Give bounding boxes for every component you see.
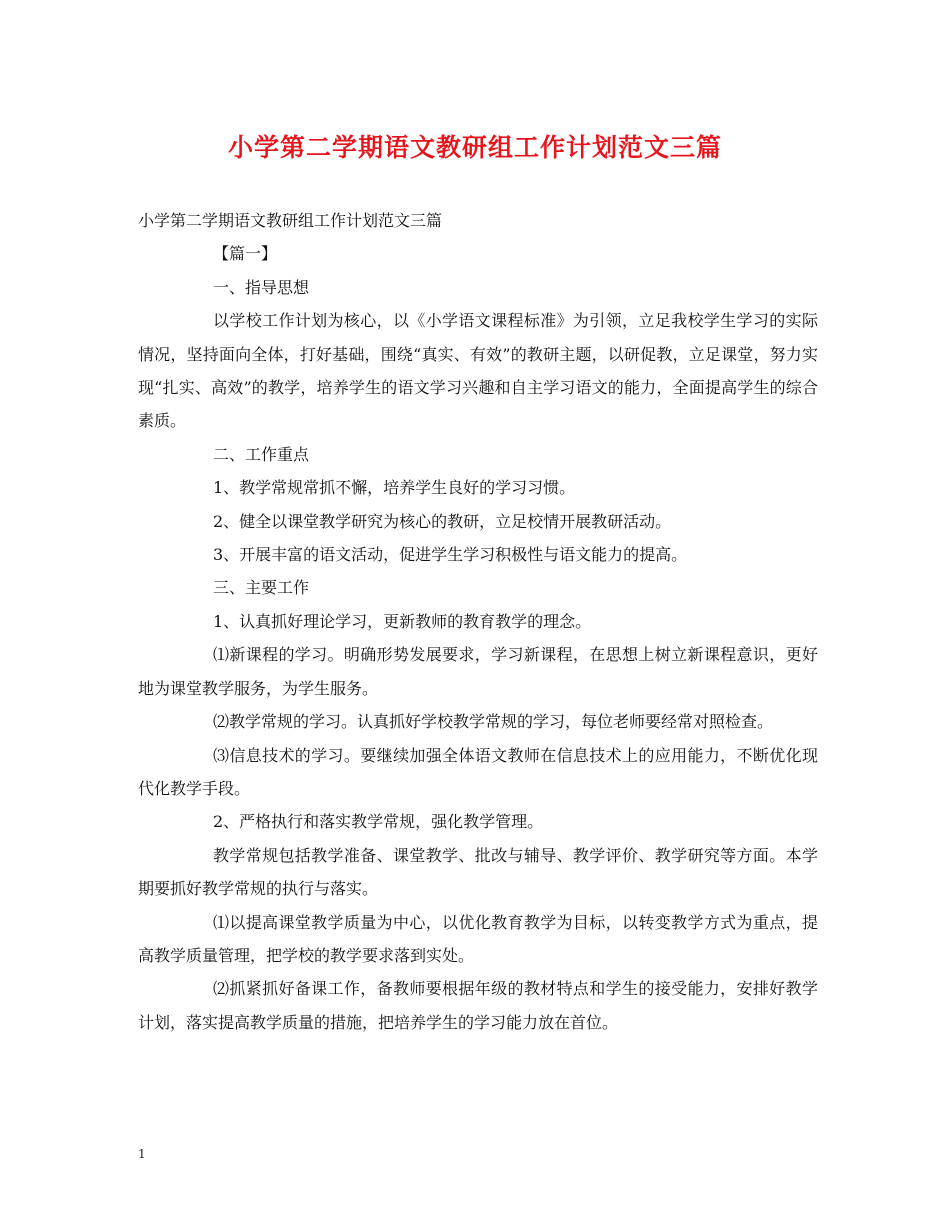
list-item-work-1: 1、认真抓好理论学习，更新教师的教育教学的理念。: [213, 611, 592, 631]
list-item-focus-3: 3、开展丰富的语文活动，促进学生学习积极性与语文能力的提高。: [213, 545, 688, 565]
subtitle-paragraph: 小学第二学期语文教研组工作计划范文三篇: [138, 211, 443, 230]
sub-item-information-technology: ⑶信息技术的学习。要继续加强全体语文教师在信息技术上的应用能力，不断优化现代化教学手段。: [138, 745, 818, 798]
section-marker: 【篇一】: [213, 244, 278, 264]
document-body: [138, 204, 818, 1039]
paragraph-teaching-routine: 教学常规包括教学准备、课堂教学、批改与辅导、教学评价、教学研究等方面。本学期要抓好教学常规的执行与落实。: [138, 845, 818, 899]
list-item-focus-2: 2、健全以课堂教学研究为核心的教研，立足校情开展教研活动。: [213, 511, 672, 531]
paragraph-guiding-thought: 以学校工作计划为核心，以《小学语文课程标准》为引领，立足我校学生学习的实际情况，坚持面向全体，打好基础，围绕“真实、有效”的教研主题，以研促教，立足课堂，努力实现“扎实、高效”的教学，培养学生的语文学习兴趣和自主学习语文的能力，全面提高学生的综合素质。: [138, 311, 818, 431]
document-title: 小学第二学期语文教研组工作计划范文三篇: [227, 133, 722, 162]
list-item-focus-1: 1、教学常规常抓不懈，培养学生良好的学习习惯。: [213, 478, 576, 498]
heading-main-work: 三、主要工作: [213, 578, 310, 598]
sub-item-teaching-routine: ⑵教学常规的学习。认真抓好学校教学常规的学习，每位老师要经常对照检查。: [213, 712, 774, 732]
sub-item-classroom-quality: ⑴以提高课堂教学质量为中心，以优化教育教学为目标，以转变教学方式为重点，提高教学质量管理，把学校的教学要求落到实处。: [138, 912, 818, 965]
list-item-work-2: 2、严格执行和落实教学常规，强化教学管理。: [213, 812, 544, 832]
sub-item-lesson-preparation: ⑵抓紧抓好备课工作，备教师要根据年级的教材特点和学生的接受能力，安排好教学计划，落实提高教学质量的措施，把培养学生的学习能力放在首位。: [138, 979, 818, 1032]
sub-item-new-curriculum: ⑴新课程的学习。明确形势发展要求，学习新课程，在思想上树立新课程意识，更好地为课堂教学服务，为学生服务。: [138, 645, 818, 698]
heading-work-focus: 二、工作重点: [213, 444, 310, 464]
heading-guiding-thought: 一、指导思想: [213, 277, 310, 297]
page-number: 1: [138, 1147, 146, 1161]
